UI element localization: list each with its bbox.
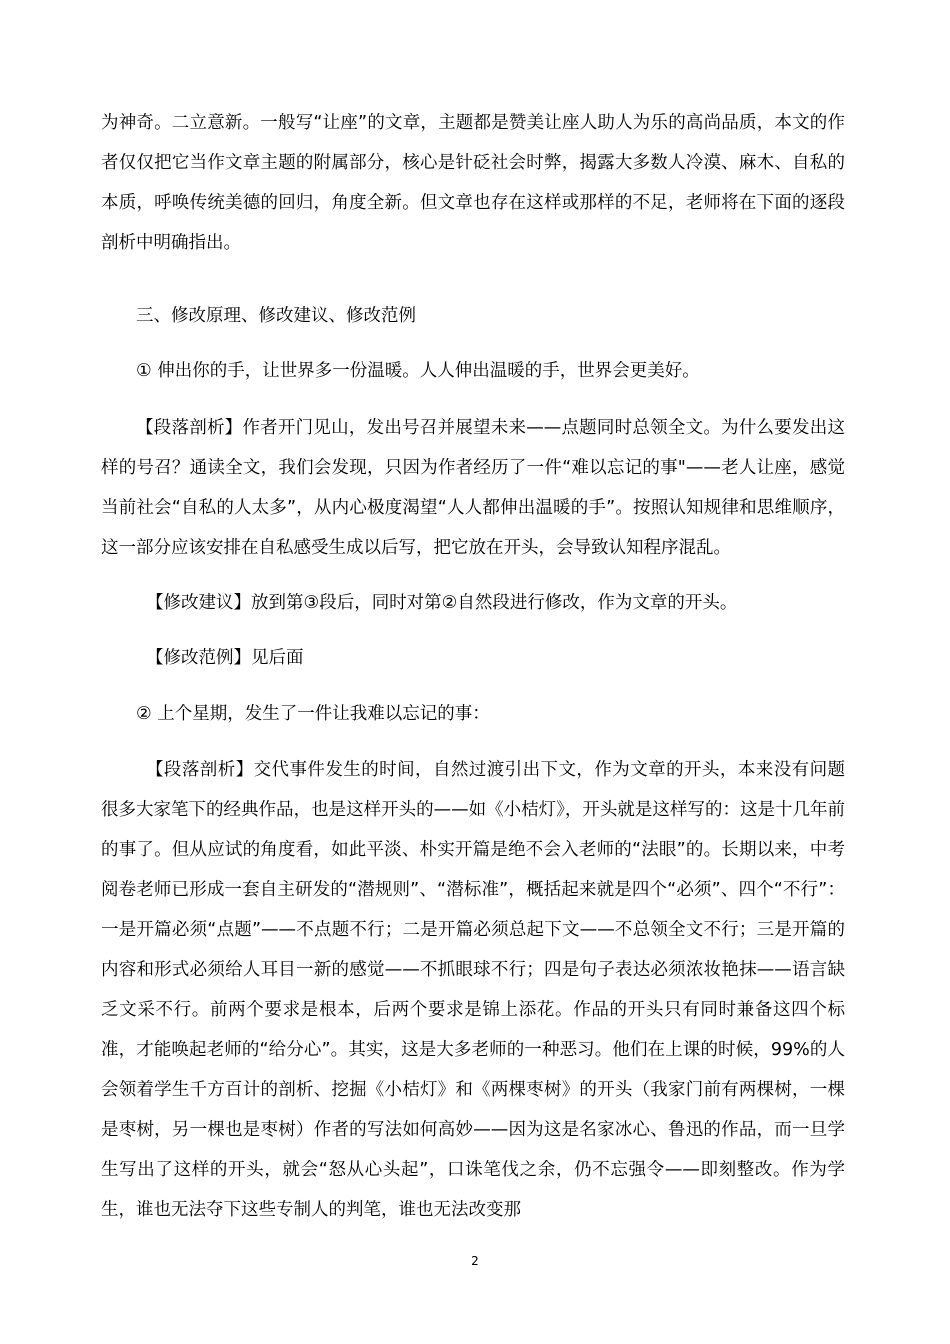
section-heading-revision: 三、修改原理、修改建议、修改范例 xyxy=(136,306,416,326)
paragraph-1-original: ① 伸出你的手，让世界多一份温暖。人人伸出温暖的手，世界会更美好。 xyxy=(136,361,700,381)
paragraph-1-analysis: 【段落剖析】作者开门见山，发出号召并展望未来——点题同时总领全文。为什么要发出这样的号召？通读全文，我们会发现，只因为作者经历了一件“难以忘记的事"——老人让座，感觉当前社会“自私的人太多”，从内心极度渴望“人人都伸出温暖的手”。按照认知规律和思维顺序，这一部分应该安排在自私感受生成以后写，把它放在开头，会导致认知程序混乱。 xyxy=(101,418,845,558)
page-number: 2 xyxy=(471,1254,479,1268)
paragraph-1-suggestion: 【修改建议】放到第③段后，同时对第②自然段进行修改，作为文章的开头。 xyxy=(146,593,738,613)
paragraph-intro-evaluation: 为神奇。二立意新。一般写“让座”的文章，主题都是赞美让座人助人为乐的高尚品质，本文的作者仅仅把它当作文章主题的附属部分，核心是针砭社会时弊，揭露大多数人冷漠、麻木、自私的本质，呼唤传统美德的回归，角度全新。但文章也存在这样或那样的不足，老师将在下面的逐段剖析中明确指出。 xyxy=(101,113,845,253)
paragraph-2-analysis: 【段落剖析】交代事件发生的时间，自然过渡引出下文，作为文章的开头，本来没有问题很多大家笔下的经典作品，也是这样开头的——如《小桔灯》，开头就是这样写的：这是十几年前的事了。但从应试的角度看，如此平淡、朴实开篇是绝不会入老师的“法眼”的。长期以来，中考阅卷老师已形成一套自主研发的“潜规则”、“潜标准”，概括起来就是四个“必须”、四个“不行”：一是开篇必须“点题”——不点题不行；二是开篇必须总起下文——不总领全文不行；三是开篇的内容和形式必须给人耳目一新的感觉——不抓眼球不行；四是句子表达必须浓妆艳抹——语言缺乏文采不行。前两个要求是根本，后两个要求是锦上添花。作品的开头只有同时兼备这四个标准，才能唤起老师的“给分心”。其实，这是大多老师的一种恶习。他们在上课的时候，99%的人会领着学生千方百计的剖析、挖掘《小桔灯》和《两棵枣树》的开头（我家门前有两棵树，一棵是枣树，另一棵也是枣树）作者的写法如何高妙——因为这是名家冰心、鲁迅的作品，而一旦学生写出了这样的开头，就会“怒从心头起”，口诛笔伐之余，仍不忘强令——即刻整改。作为学生，谁也无法夺下这些专制人的判笔，谁也无法改变那 xyxy=(101,760,845,1220)
paragraph-2-original: ② 上个星期，发生了一件让我难以忘记的事： xyxy=(136,704,490,724)
paragraph-1-example: 【修改范例】见后面 xyxy=(146,648,304,668)
